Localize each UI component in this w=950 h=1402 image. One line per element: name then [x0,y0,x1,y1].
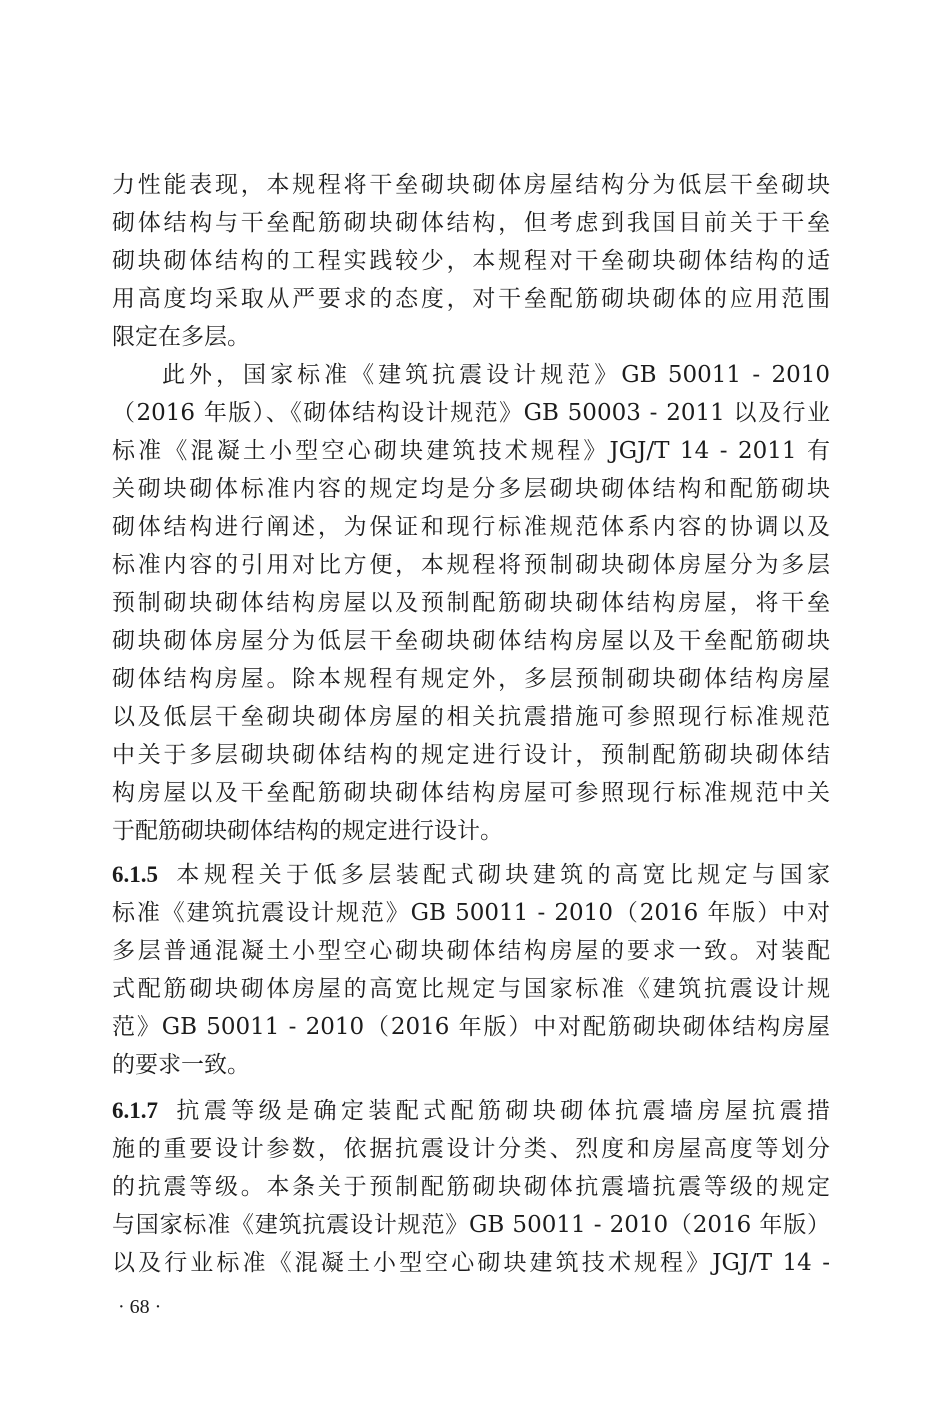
text-line: 砌体结构进行阐述，为保证和现行标准规范体系内容的协调以及 [112,514,830,540]
text-line: 构房屋以及干垒配筋砌块砌体结构房屋可参照现行标准规范中关 [112,780,830,806]
text-line: 预制砌块砌体结构房屋以及预制配筋砌块砌体结构房屋，将干垒 [112,590,830,616]
text-line: 关砌块砌体标准内容的规定均是分多层砌块砌体结构和配筋砌块 [112,476,830,502]
text-line: 标准《混凝土小型空心砌块建筑技术规程》JGJ/T 14 - 2011 有 [112,438,830,464]
text-line: 式配筋砌块砌体房屋的高宽比规定与国家标准《建筑抗震设计规 [112,976,830,1002]
text-line: 砌块砌体房屋分为低层干垒砌块砌体结构房屋以及干垒配筋砌块 [112,628,830,654]
text-line: 以及行业标准《混凝土小型空心砌块建筑技术规程》JGJ/T 14 - [112,1250,830,1276]
text-line: 中关于多层砌块砌体结构的规定进行设计，预制配筋砌块砌体结 [112,742,830,768]
text-line: 与国家标准《建筑抗震设计规范》GB 50011 - 2010（2016 年版） [112,1212,830,1238]
text-line: 于配筋砌块砌体结构的规定进行设计。 [112,818,503,844]
text-line: 此外，国家标准《建筑抗震设计规范》GB 50011 - 2010 [162,362,830,388]
text-line: 标准内容的引用对比方便，本规程将预制砌块砌体房屋分为多层 [112,552,830,578]
text-line: 范》GB 50011 - 2010（2016 年版）中对配筋砌块砌体结构房屋 [112,1014,830,1040]
section-first-line: 本规程关于低多层装配式砌块建筑的高宽比规定与国家 [172,862,830,888]
section-first-line: 抗震等级是确定装配式配筋砌块砌体抗震墙房屋抗震措 [172,1098,830,1124]
text-line: 砌块砌体结构的工程实践较少，本规程对干垒砌块砌体结构的适 [112,248,830,274]
text-line: 施的重要设计参数，依据抗震设计分类、烈度和房屋高度等划分 [112,1136,830,1162]
text-line: 多层普通混凝土小型空心砌块砌体结构房屋的要求一致。对装配 [112,938,830,964]
text-line: 限定在多层。 [112,324,250,350]
text-line: 的抗震等级。本条关于预制配筋砌块砌体抗震墙抗震等级的规定 [112,1174,830,1200]
text-line: 标准《建筑抗震设计规范》GB 50011 - 2010（2016 年版）中对 [112,900,830,926]
text-line: 用高度均采取从严要求的态度，对干垒配筋砌块砌体的应用范围 [112,286,830,312]
text-line: （2016 年版）、《砌体结构设计规范》GB 50003 - 2011 以及行业 [112,400,830,426]
page-number: · 68 · [118,1296,162,1318]
text-line: 砌体结构房屋。除本规程有规定外，多层预制砌块砌体结构房屋 [112,666,830,692]
text-line: 的要求一致。 [112,1052,250,1078]
section-6-1-5-heading-line [112,856,830,894]
text-line: 力性能表现，本规程将干垒砌块砌体房屋结构分为低层干垒砌块 [112,172,830,198]
section-number: 6.1.7 [112,1098,158,1123]
section-number: 6.1.5 [112,862,158,887]
section-6-1-7-heading-line [112,1092,830,1130]
text-line: 以及低层干垒砌块砌体房屋的相关抗震措施可参照现行标准规范 [112,704,830,730]
text-line: 砌体结构与干垒配筋砌块砌体结构，但考虑到我国目前关于干垒 [112,210,830,236]
